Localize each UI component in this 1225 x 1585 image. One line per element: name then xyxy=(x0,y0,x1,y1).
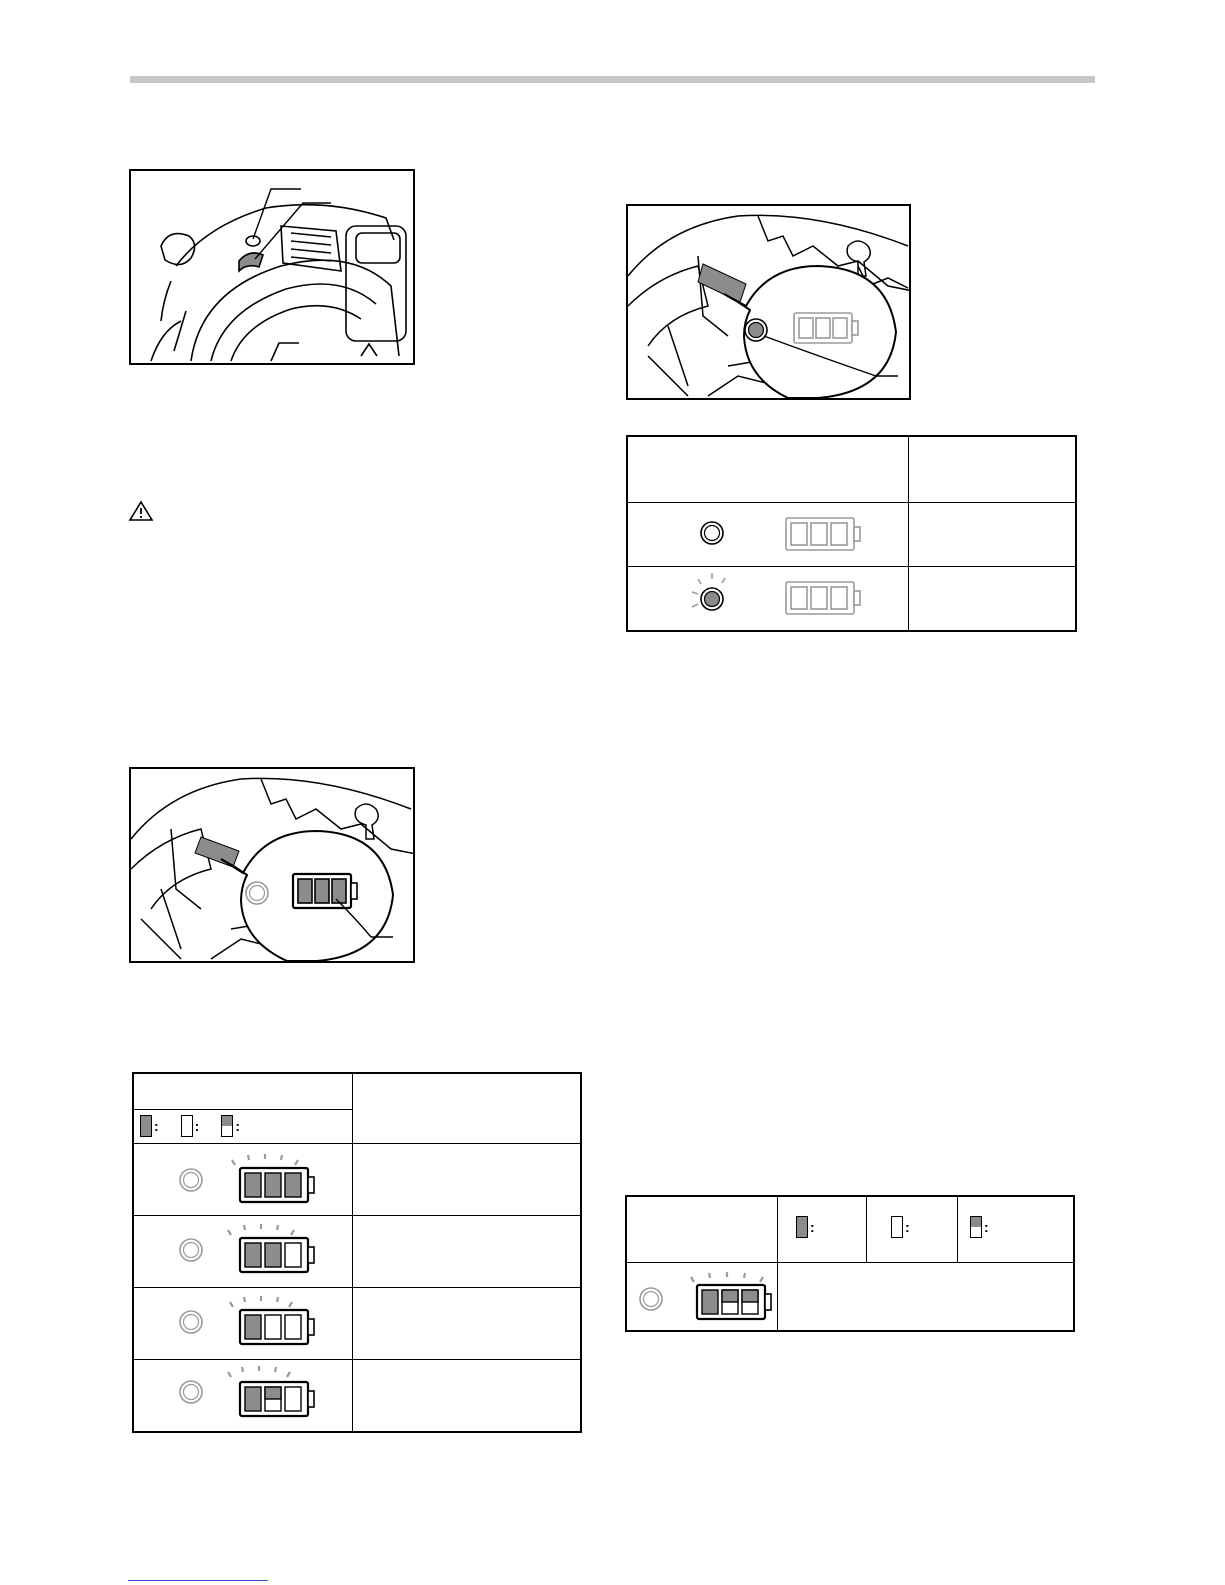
battery-indicator-icon xyxy=(786,582,860,614)
capacity-row-two-thirds xyxy=(134,1216,352,1282)
overload-legend-off: : xyxy=(867,1196,958,1262)
protection-row-lamp-blinking xyxy=(628,567,908,625)
segment-lit-swatch xyxy=(140,1115,152,1137)
battery-indicator-icon xyxy=(240,1382,314,1416)
capacity-row-status-cell xyxy=(353,1143,582,1215)
protection-header-status-cell xyxy=(909,436,1077,502)
segment-off-swatch xyxy=(891,1216,903,1238)
legend-lit: : xyxy=(140,1115,159,1137)
table-row xyxy=(133,1215,581,1287)
battery-indicator-icon xyxy=(697,1285,771,1319)
capacity-row-status-cell xyxy=(353,1215,582,1287)
overload-row-indicator xyxy=(627,1263,777,1325)
overload-indicator-table xyxy=(625,1195,1075,1332)
capacity-legend xyxy=(134,1115,352,1137)
overload-row-status-cell xyxy=(778,1262,1075,1331)
protection-row-lamp-off xyxy=(628,503,908,561)
capacity-legend-cell xyxy=(133,1109,353,1143)
table-row xyxy=(133,1287,581,1359)
table-row xyxy=(626,1262,1074,1331)
footer-link-underline xyxy=(128,1580,268,1581)
protection-row-status-cell xyxy=(909,502,1077,566)
battery-indicator-icon xyxy=(240,1310,314,1344)
legend-off: : xyxy=(181,1115,200,1137)
legend-blinking: : xyxy=(221,1115,240,1137)
capacity-header-cell xyxy=(133,1073,353,1109)
segment-lit-swatch xyxy=(796,1216,808,1238)
table-row xyxy=(627,566,1076,631)
capacity-row-blinking xyxy=(134,1360,352,1426)
header-rule xyxy=(130,76,1095,83)
battery-indicator-icon xyxy=(240,1238,314,1272)
battery-indicator-icon xyxy=(786,518,860,550)
protection-indicator-table xyxy=(626,435,1077,632)
capacity-row-status-cell xyxy=(353,1359,582,1432)
figure-indicator-battery-lit xyxy=(129,767,415,963)
capacity-row-full xyxy=(134,1144,352,1210)
figure-tool-top-view xyxy=(129,169,415,365)
overload-legend-lit: : xyxy=(778,1196,867,1262)
warning-triangle-icon xyxy=(128,500,154,522)
segment-blinking-swatch xyxy=(970,1216,982,1238)
table-row xyxy=(133,1143,581,1215)
overload-header-cell xyxy=(626,1196,778,1262)
overload-legend-blinking: : xyxy=(958,1196,1075,1262)
segment-off-swatch xyxy=(181,1115,193,1137)
capacity-row-one-third xyxy=(134,1288,352,1354)
capacity-row-status-cell xyxy=(353,1287,582,1359)
table-row xyxy=(627,502,1076,566)
protection-header-cell xyxy=(627,436,909,502)
figure-indicator-lamp-lit xyxy=(626,204,911,400)
capacity-header-status-cell xyxy=(353,1073,582,1143)
protection-row-status-cell xyxy=(909,566,1077,631)
table-row xyxy=(133,1359,581,1432)
remaining-capacity-table xyxy=(132,1072,582,1433)
battery-indicator-icon xyxy=(240,1168,314,1202)
segment-blinking-swatch xyxy=(221,1115,233,1137)
